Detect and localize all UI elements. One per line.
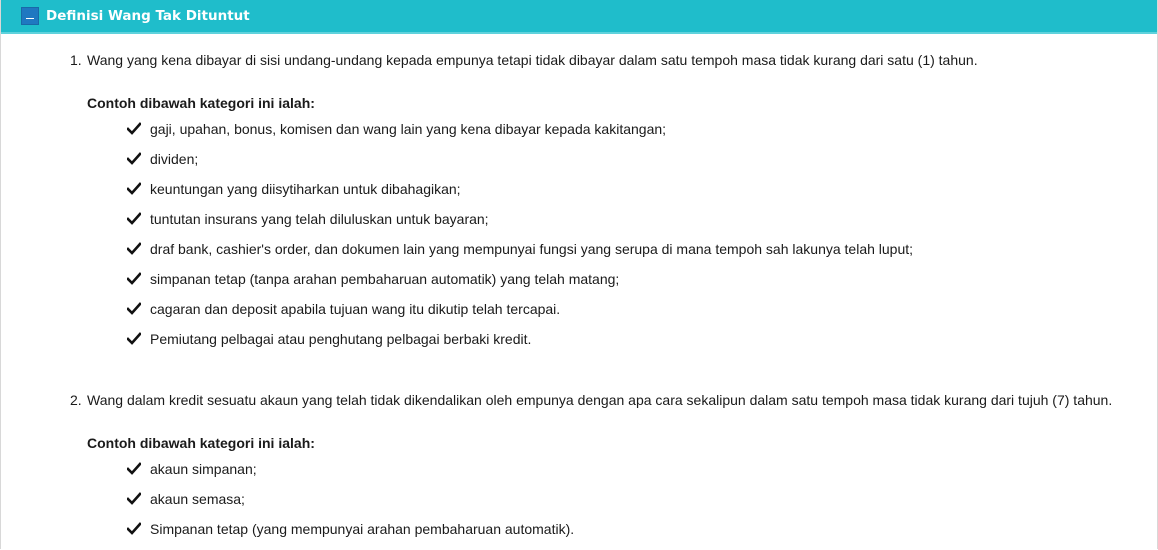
check-icon — [127, 152, 141, 165]
check-icon — [127, 302, 141, 315]
item-text: Wang yang kena dibayar di sisi undang-undang kepada empunya tetapi tidak dibayar dalam satu tempoh masa tidak kurang dari satu (1) tahun. — [87, 52, 978, 68]
minus-icon[interactable] — [21, 7, 39, 25]
check-icon — [127, 492, 141, 505]
check-icon — [127, 462, 141, 475]
panel-title: Definisi Wang Tak Dituntut — [46, 8, 250, 24]
check-icon — [127, 212, 141, 225]
check-icon — [127, 522, 141, 535]
definition-item-1 — [70, 51, 978, 69]
check-icon — [127, 332, 141, 345]
examples-heading: Contoh dibawah kategori ini ialah: — [87, 435, 315, 451]
item-text: Wang dalam kredit sesuatu akaun yang telah tidak dikendalikan oleh empunya dengan apa cara sekalipun dalam satu tempoh masa tidak kurang dari tujuh (7) tahun. — [87, 392, 1113, 408]
panel-content: 1. Wang yang kena dibayar di sisi undang-undang kepada empunya tetapi tidak dibayar dalam satu tempoh masa tidak kurang dari satu (1) tahun. Contoh dibawah kategori ini ialah: gaji, upahan, bonus, komisen dan wang lain yang kena dibayar kepada kakitangan; dividen; keuntungan yang diisytiharkan untuk dibahagikan; tuntutan insurans yang telah diluluskan untuk bayaran; draf bank, cashier's order, dan dokumen lain yang mempunyai fungsi yang serupa di mana tempoh sah lakunya telah luput; simpanan tetap (tanpa arahan pembaharuan automatik) yang telah matang; cagaran dan deposit apabila tujuan wang itu dikutip telah tercapai. Pemiutang pelbagai atau penghutang pelbagai berbaki kredit. 2. Wang dalam kredit sesuatu akaun yang telah tidak dikendalikan oleh empunya dengan apa cara sekalipun dalam satu tempoh masa tidak kurang dari tujuh (7) tahun. Contoh dibawah kategori ini ialah: akaun simpanan; akaun semasa; Simpanan tetap (yang mempunyai arahan pembaharuan automatik). — [70, 52, 1113, 537]
examples-heading: Contoh dibawah kategori ini ialah: — [87, 95, 315, 111]
item-number: 2. — [70, 392, 82, 408]
panel-header[interactable] — [1, 0, 1157, 34]
item-number: 1. — [70, 52, 82, 68]
check-icon — [127, 182, 141, 195]
check-icon — [127, 242, 141, 255]
check-icon — [127, 272, 141, 285]
check-icon — [127, 122, 141, 135]
definition-item-2 — [70, 391, 1112, 409]
